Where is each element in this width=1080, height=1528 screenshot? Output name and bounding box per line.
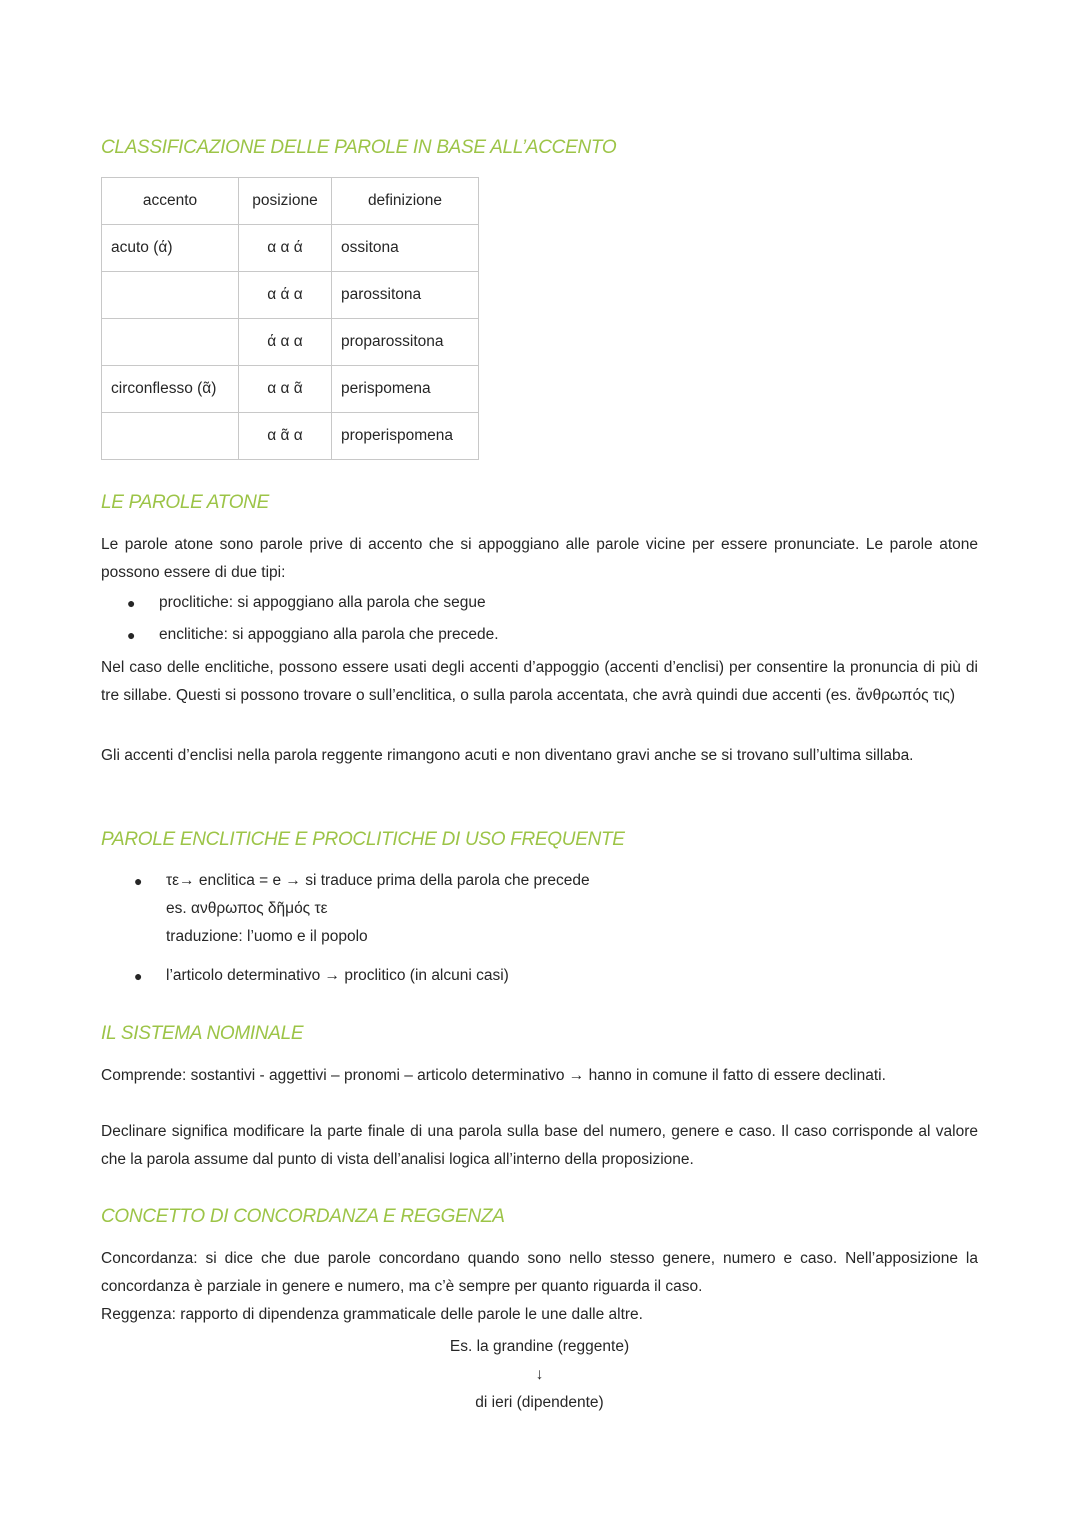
nominal-paragraph-2: Declinare significa modificare la parte finale di una parola sulla base del numero, genere e caso. Il caso corrisponde al valore che la parola assume dal punto di vista dell’analisi logica all’interno della proposizione. — [101, 1123, 978, 1168]
arrow-down-icon: ↓ — [535, 1366, 544, 1383]
example-dipendente: di ieri (dipendente) — [475, 1394, 604, 1411]
frequent-item1-line1: τε→ enclitica = e → si traduce prima della parola che precede — [166, 872, 590, 889]
frequent-item1-line3: traduzione: l’uomo e il popolo — [166, 928, 368, 945]
atone-intro: Le parole atone sono parole prive di accento che si appoggiano alle parole vicine per essere pronunciate. Le parole atone possono essere di due tipi: — [101, 536, 978, 581]
heading-agreement: CONCETTO DI CONCORDANZA E REGGENZA — [101, 1206, 505, 1227]
table-row — [102, 366, 479, 413]
table-cell: parossitona — [332, 272, 479, 319]
table-row — [102, 225, 479, 272]
table-cell — [102, 272, 239, 319]
nominal-paragraph-1: Comprende: sostantivi - aggettivi – pronomi – articolo determinativo → hanno in comune il fatto di essere declinati. — [101, 1067, 886, 1084]
frequent-item2: l’articolo determinativo → proclitico (in alcuni casi) — [166, 967, 509, 984]
table-row — [102, 413, 479, 460]
agreement-paragraph-2: Reggenza: rapporto di dipendenza grammaticale delle parole le une dalle altre. — [101, 1306, 643, 1323]
table-cell: α α ᾶ — [239, 366, 332, 413]
example-reggente: Es. la grandine (reggente) — [449, 1338, 630, 1355]
bullet-icon: ● — [127, 627, 136, 643]
table-cell: acuto (ά) — [102, 225, 239, 272]
table-cell: ά α α — [239, 319, 332, 366]
frequent-item1-line2: es. ανθρωπος δῆμός τε — [166, 900, 328, 917]
atone-paragraph-3: Gli accenti d’enclisi nella parola reggente rimangono acuti e non diventano gravi anche se si trovano sull’ultima sillaba. — [101, 747, 914, 764]
table-cell — [102, 413, 239, 460]
table-cell: ossitona — [332, 225, 479, 272]
bullet-icon: ● — [134, 968, 143, 984]
table-cell: α α ά — [239, 225, 332, 272]
table-row — [102, 319, 479, 366]
table-cell: proparossitona — [332, 319, 479, 366]
bullet-icon: ● — [134, 873, 143, 889]
heading-classification: CLASSIFICAZIONE DELLE PAROLE IN BASE ALL’ACCENTO — [101, 137, 617, 158]
bullet-icon: ● — [127, 595, 136, 611]
table-cell: circonflesso (ᾶ) — [102, 366, 239, 413]
table-header-cell: accento — [102, 178, 239, 225]
atone-paragraph-2: Nel caso delle enclitiche, possono essere usati degli accenti d’appoggio (accenti d’enclisi) per consentire la pronuncia di più di tre sillabe. Questi si possono trovare o sull’enclitica, o sulla parola accentata, che avrà quindi due accenti (es. ἄνθρωπός τις) — [101, 659, 978, 704]
agreement-paragraph-1: Concordanza: si dice che due parole concordano quando sono nello stesso genere, numero e caso. Nell’apposizione la concordanza è parziale in genere e numero, ma c’è sempre per quanto riguarda il caso. — [101, 1250, 978, 1295]
table-cell: properispomena — [332, 413, 479, 460]
table-cell: perispomena — [332, 366, 479, 413]
table-header-row — [102, 178, 479, 225]
accent-table — [101, 177, 479, 460]
heading-frequent: PAROLE ENCLITICHE E PROCLITICHE DI USO FREQUENTE — [101, 829, 625, 850]
heading-atone: LE PAROLE ATONE — [101, 492, 269, 513]
table-header-cell: definizione — [332, 178, 479, 225]
bullet-enclitiche: enclitiche: si appoggiano alla parola che precede. — [159, 626, 499, 643]
table-cell: α ᾶ α — [239, 413, 332, 460]
table-cell — [102, 319, 239, 366]
table-row — [102, 272, 479, 319]
bullet-proclitiche: proclitiche: si appoggiano alla parola che segue — [159, 594, 486, 611]
table-header-cell: posizione — [239, 178, 332, 225]
heading-nominal: IL SISTEMA NOMINALE — [101, 1023, 304, 1044]
table-cell: α ά α — [239, 272, 332, 319]
